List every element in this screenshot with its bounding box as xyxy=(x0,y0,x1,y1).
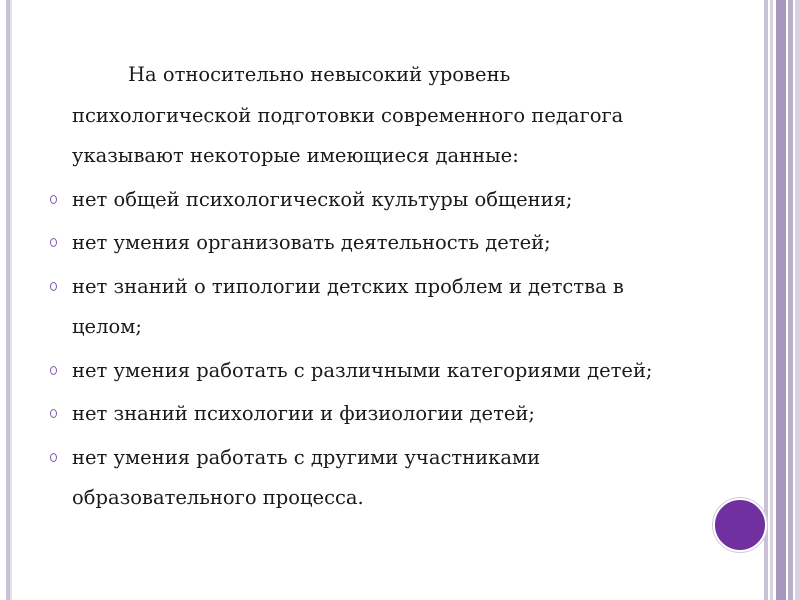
list-item-text: образовательного процесса. xyxy=(72,486,364,509)
bullet-icon xyxy=(50,282,57,291)
right-stripe-1 xyxy=(764,0,768,600)
list-item-text: нет умения организовать деятельность детей; xyxy=(72,231,551,254)
intro-line: психологической подготовки современного педагога xyxy=(72,103,624,127)
list-item xyxy=(48,267,748,348)
bullet-icon xyxy=(50,366,57,375)
right-stripe-5 xyxy=(795,0,800,600)
right-stripe-4 xyxy=(788,0,793,600)
left-border-stripe-inner xyxy=(10,0,12,600)
list-item-text: нет знаний о типологии детских проблем и детства в xyxy=(72,274,624,298)
right-stripe-3 xyxy=(776,0,786,600)
list-item xyxy=(48,438,748,519)
intro-paragraph xyxy=(72,55,712,177)
bullet-icon xyxy=(50,238,57,247)
list-item-text: целом; xyxy=(72,315,142,338)
list-item xyxy=(48,223,748,264)
slide-content xyxy=(48,55,748,519)
list-item xyxy=(48,351,748,392)
intro-line: На относительно невысокий уровень xyxy=(128,63,511,86)
bullet-icon xyxy=(50,195,57,204)
right-stripe-2 xyxy=(770,0,773,600)
list-item-text: нет общей психологической культуры общения; xyxy=(72,187,573,211)
list-item-text: нет умения работать с другими участниками xyxy=(72,445,541,469)
list-item-text: нет умения работать с различными категориями детей; xyxy=(72,358,653,382)
bullet-list xyxy=(48,180,748,519)
bullet-icon xyxy=(50,409,57,418)
list-item xyxy=(48,180,748,221)
list-item-text: нет знаний психологии и физиологии детей; xyxy=(72,402,535,425)
list-item xyxy=(48,394,748,435)
bullet-icon xyxy=(50,453,57,462)
intro-line: указывают некоторые имеющиеся данные: xyxy=(72,144,519,167)
